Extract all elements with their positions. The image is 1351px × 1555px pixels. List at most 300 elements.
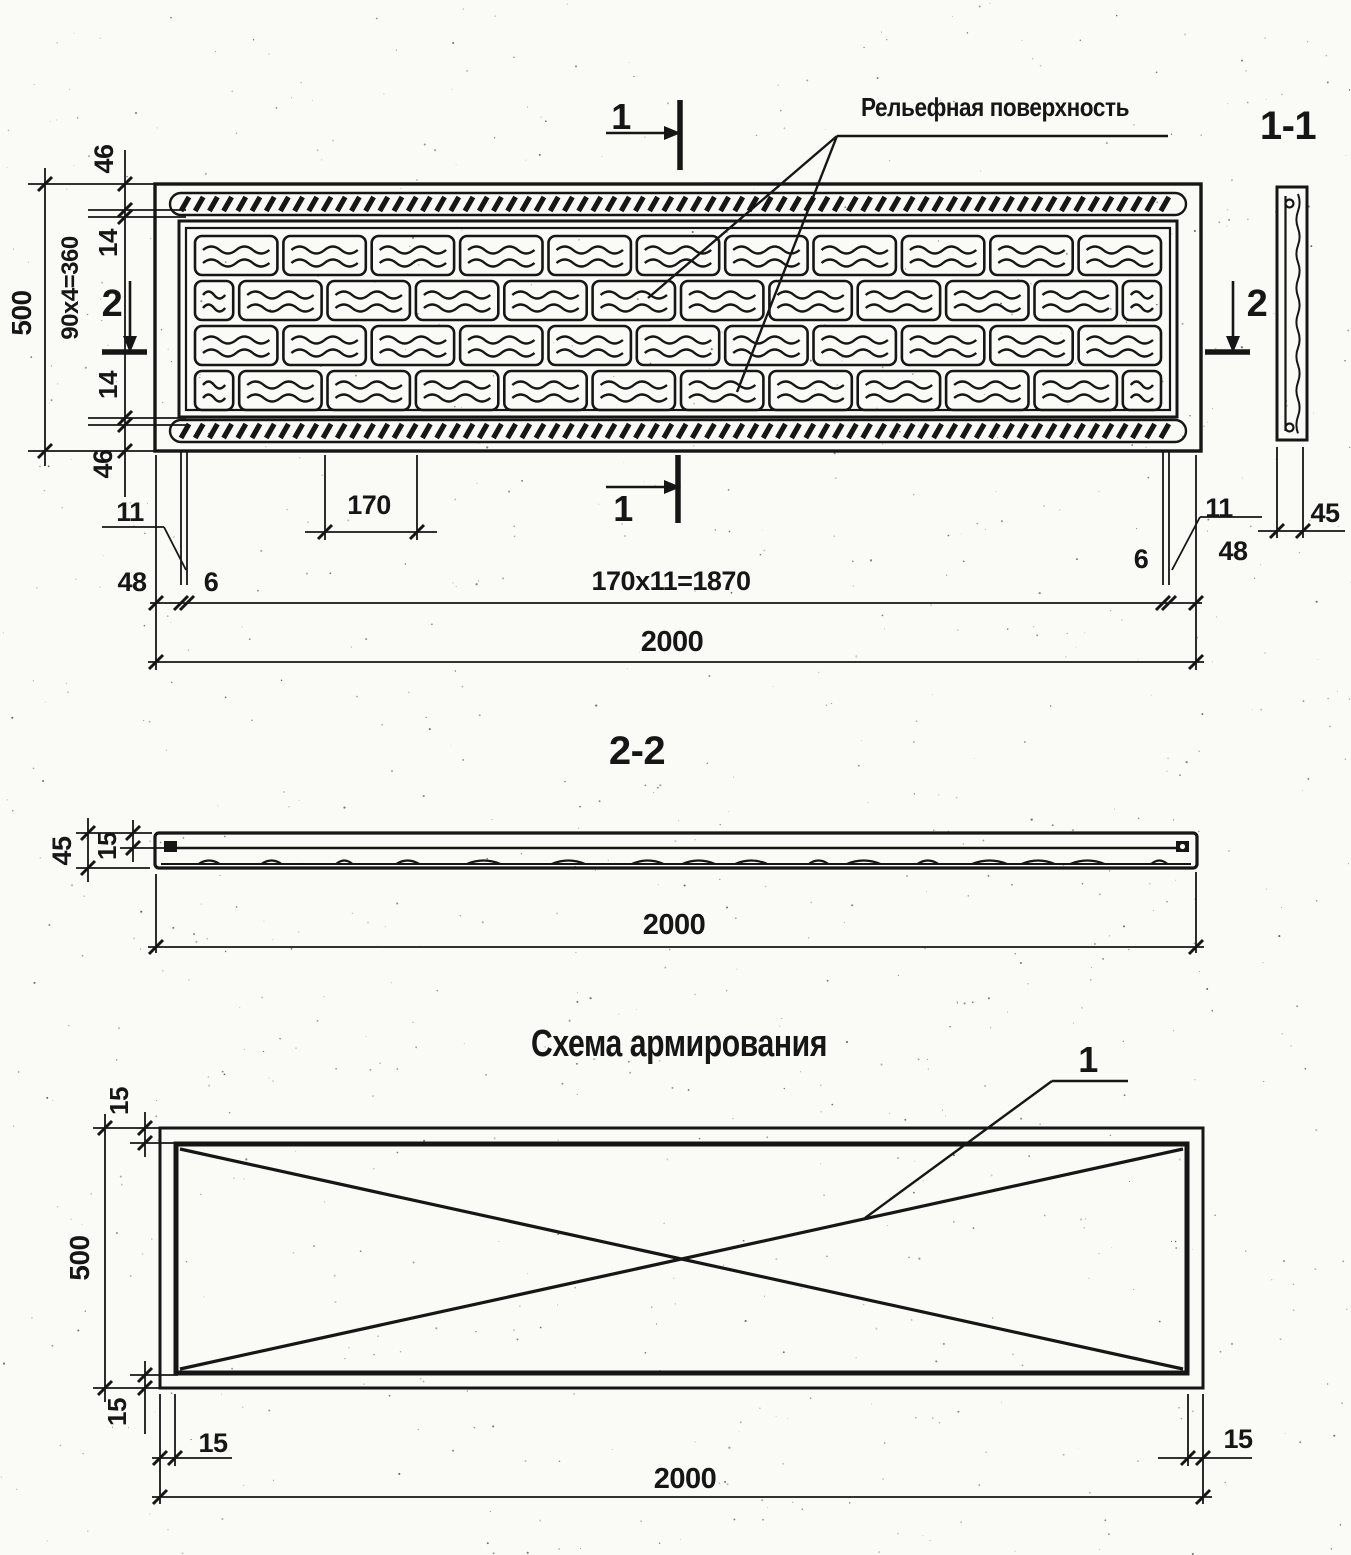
brick-texture-wave	[336, 292, 402, 299]
noise-dot	[400, 1351, 402, 1353]
noise-dot	[765, 886, 767, 888]
noise-dot	[454, 406, 455, 407]
rope-strand	[1047, 197, 1055, 211]
noise-dot	[1263, 1081, 1264, 1082]
noise-dot	[1014, 1551, 1015, 1552]
noise-dot	[693, 403, 695, 405]
noise-dot	[1073, 1022, 1074, 1023]
noise-dot	[224, 1073, 226, 1075]
noise-dot	[952, 16, 953, 17]
rope-strand	[181, 197, 189, 211]
noise-dot	[363, 1383, 365, 1385]
noise-dot	[1326, 55, 1328, 57]
noise-dot	[68, 1025, 69, 1026]
brick-texture-wave	[1043, 382, 1109, 389]
brick	[283, 326, 365, 365]
brick-texture-wave	[203, 395, 225, 402]
noise-dot	[412, 1022, 413, 1023]
noise-dot	[295, 1151, 296, 1152]
brick-texture-wave	[954, 382, 1020, 389]
noise-dot	[332, 140, 334, 142]
noise-dot	[30, 356, 32, 358]
section-mark-2-left-label: 2	[101, 283, 123, 325]
rope-strand	[1090, 197, 1098, 211]
noise-dot	[1316, 900, 1318, 902]
rope-strand	[848, 424, 856, 438]
noise-dot	[858, 765, 860, 767]
noise-dot	[1198, 831, 1199, 832]
noise-dot	[171, 1392, 173, 1394]
noise-dot	[405, 349, 406, 350]
noise-dot	[656, 1323, 657, 1324]
rope-strand	[990, 424, 998, 438]
noise-dot	[1274, 313, 1275, 314]
noise-dot	[792, 1502, 793, 1503]
noise-dot	[1114, 809, 1115, 810]
noise-dot	[1082, 883, 1084, 885]
noise-dot	[666, 1158, 668, 1160]
noise-dot	[882, 366, 884, 368]
noise-dot	[317, 1020, 319, 1022]
noise-dot	[1247, 102, 1249, 104]
noise-dot	[913, 741, 914, 742]
noise-dot	[3, 1363, 5, 1365]
noise-dot	[1346, 1309, 1347, 1310]
noise-dot	[474, 1427, 476, 1429]
noise-dot	[1198, 750, 1199, 751]
noise-dot	[1024, 741, 1026, 743]
noise-dot	[83, 1453, 84, 1454]
noise-dot	[460, 915, 461, 916]
noise-dot	[452, 1450, 454, 1452]
dim-module-170: 170	[347, 490, 391, 520]
noise-dot	[595, 870, 596, 871]
noise-dot	[831, 1104, 833, 1106]
brick-texture-wave	[1043, 305, 1109, 312]
noise-dot	[190, 1439, 191, 1440]
brick-texture-wave	[1131, 292, 1153, 299]
brick-texture-wave	[733, 337, 799, 344]
noise-dot	[1175, 1247, 1177, 1249]
noise-dot	[1121, 619, 1122, 620]
noise-dot	[801, 1508, 803, 1510]
section-1-1-view	[1277, 187, 1307, 440]
noise-dot	[693, 445, 695, 447]
dim-left-edge-48: 48	[117, 567, 147, 597]
rope-strand	[678, 424, 686, 438]
noise-dot	[7, 167, 8, 168]
noise-dot	[1040, 65, 1042, 67]
noise-dot	[1000, 303, 1002, 305]
brick-texture-wave	[998, 260, 1064, 267]
noise-dot	[1281, 907, 1282, 908]
noise-dot	[855, 655, 857, 657]
noise-dot	[1175, 1241, 1177, 1243]
noise-dot	[913, 494, 915, 496]
brick	[239, 371, 321, 410]
noise-dot	[557, 1304, 558, 1305]
noise-dot	[33, 768, 35, 770]
brick	[195, 236, 277, 275]
noise-dot	[978, 1484, 980, 1486]
brick-texture-wave	[291, 337, 357, 344]
noise-dot	[1227, 209, 1229, 211]
noise-dot	[348, 1347, 349, 1348]
noise-dot	[300, 82, 302, 84]
noise-dot	[1278, 935, 1280, 937]
noise-dot	[167, 1529, 168, 1530]
noise-dot	[268, 1410, 270, 1412]
noise-dot	[996, 491, 997, 492]
noise-dot	[188, 979, 189, 980]
noise-dot	[1036, 634, 1038, 636]
noise-dot	[60, 1445, 62, 1447]
rope-strand	[337, 424, 345, 438]
noise-dot	[400, 188, 401, 189]
noise-dot	[644, 137, 645, 138]
rope-strand	[380, 424, 388, 438]
noise-dot	[335, 1301, 337, 1303]
rope-strand	[706, 424, 714, 438]
noise-dot	[783, 1351, 785, 1353]
noise-dot	[908, 1257, 910, 1259]
noise-dot	[784, 1088, 785, 1089]
noise-dot	[916, 720, 917, 721]
noise-dot	[984, 394, 985, 395]
noise-dot	[130, 1275, 132, 1277]
brick-texture-wave	[998, 350, 1064, 357]
noise-dot	[1285, 1433, 1286, 1434]
noise-dot	[450, 745, 451, 746]
noise-dot	[1159, 1321, 1161, 1323]
noise-dot	[964, 1002, 966, 1004]
noise-dot	[972, 1001, 974, 1003]
noise-dot	[1346, 155, 1347, 156]
noise-dot	[13, 249, 14, 250]
noise-dot	[818, 672, 819, 673]
brick-texture-wave	[291, 260, 357, 267]
noise-dot	[1033, 626, 1034, 627]
noise-dot	[1345, 758, 1347, 760]
noise-dot	[405, 563, 406, 564]
noise-dot	[782, 1463, 783, 1464]
noise-dot	[272, 939, 273, 940]
noise-dot	[764, 1296, 765, 1297]
rope-strand	[1047, 424, 1055, 438]
noise-dot	[525, 160, 526, 161]
noise-dot	[45, 702, 46, 703]
noise-dot	[825, 129, 826, 130]
noise-dot	[1098, 491, 1099, 492]
brick	[814, 236, 896, 275]
noise-dot	[466, 70, 468, 72]
rope-strand	[934, 197, 942, 211]
rope-strand	[721, 424, 729, 438]
rope-strand	[607, 424, 615, 438]
noise-dot	[73, 33, 74, 34]
noise-dot	[1108, 1533, 1110, 1535]
noise-dot	[776, 1416, 777, 1417]
noise-dot	[539, 1520, 541, 1522]
noise-dot	[880, 1063, 882, 1065]
brick	[239, 281, 321, 320]
dim-modules-total: 170x11=1870	[591, 566, 751, 596]
noise-dot	[659, 784, 661, 786]
noise-dot	[33, 680, 34, 681]
rope-strand	[564, 424, 572, 438]
rope-strand	[408, 197, 416, 211]
noise-dot	[540, 1327, 542, 1329]
noise-dot	[694, 994, 696, 996]
noise-dot	[456, 586, 457, 587]
noise-dot	[985, 1452, 987, 1454]
noise-dot	[1050, 705, 1051, 706]
rope-strand	[522, 197, 530, 211]
noise-dot	[367, 922, 368, 923]
noise-dot	[463, 9, 464, 10]
noise-dot	[373, 1168, 374, 1169]
brick-texture-wave	[910, 247, 976, 254]
noise-dot	[57, 383, 58, 384]
noise-dot	[244, 1049, 245, 1050]
rope-strand	[948, 424, 956, 438]
noise-dot	[1303, 700, 1305, 702]
brick	[681, 281, 763, 320]
noise-dot	[479, 714, 481, 716]
rope-strand	[919, 424, 927, 438]
brick-texture-wave	[1087, 350, 1153, 357]
noise-dot	[851, 904, 853, 906]
noise-dot	[1281, 1033, 1283, 1035]
noise-dot	[1192, 1410, 1194, 1412]
noise-dot	[91, 1193, 92, 1194]
brick	[637, 326, 719, 365]
noise-dot	[674, 840, 676, 842]
dim-slab-thickness-45: 45	[47, 836, 77, 866]
noise-dot	[644, 481, 645, 482]
noise-dot	[71, 459, 72, 460]
noise-dot	[67, 691, 69, 693]
noise-dot	[973, 1227, 975, 1229]
brick-texture-wave	[336, 382, 402, 389]
rope-strand	[422, 197, 430, 211]
noise-dot	[590, 997, 592, 999]
noise-dot	[629, 62, 630, 63]
noise-dot	[1266, 99, 1267, 100]
noise-dot	[116, 1232, 118, 1234]
noise-dot	[1011, 313, 1013, 315]
noise-dot	[1231, 1343, 1233, 1345]
noise-dot	[317, 149, 319, 151]
brick-texture-wave	[645, 350, 711, 357]
noise-dot	[1149, 883, 1151, 885]
rope-strand	[976, 424, 984, 438]
brick-texture-wave	[424, 305, 490, 312]
brick-texture-wave	[689, 382, 755, 389]
noise-dot	[882, 614, 884, 616]
noise-dot	[268, 53, 269, 54]
noise-dot	[820, 1163, 821, 1164]
rope-strand	[650, 197, 658, 211]
noise-dot	[1, 1476, 2, 1477]
noise-dot	[498, 1241, 499, 1242]
noise-dot	[1156, 304, 1158, 306]
noise-dot	[766, 1136, 768, 1138]
noise-dot	[215, 51, 216, 52]
noise-dot	[77, 1330, 79, 1332]
noise-dot	[377, 1336, 378, 1337]
noise-dot	[1245, 70, 1247, 72]
noise-dot	[402, 430, 403, 431]
noise-dot	[156, 1100, 157, 1101]
noise-dot	[396, 50, 397, 51]
noise-dot	[1020, 1118, 1022, 1120]
noise-dot	[1201, 713, 1203, 715]
noise-dot	[461, 230, 462, 231]
noise-dot	[673, 1277, 674, 1278]
dim-left-offset-11: 11	[116, 497, 144, 527]
noise-dot	[461, 686, 463, 688]
noise-dot	[324, 1201, 325, 1202]
noise-dot	[708, 675, 710, 677]
noise-dot	[82, 955, 84, 957]
noise-dot	[307, 521, 308, 522]
noise-dot	[396, 1068, 398, 1070]
noise-dot	[863, 47, 864, 48]
noise-dot	[1293, 1309, 1295, 1311]
noise-dot	[397, 1152, 399, 1154]
noise-dot	[775, 1258, 777, 1260]
noise-dot	[599, 800, 601, 802]
noise-dot	[619, 1014, 620, 1015]
rope-strand	[1090, 424, 1098, 438]
noise-dot	[719, 879, 720, 880]
noise-dot	[870, 559, 872, 561]
noise-dot	[914, 793, 916, 795]
noise-dot	[236, 906, 238, 908]
noise-dot	[836, 384, 838, 386]
noise-dot	[882, 443, 883, 444]
noise-dot	[556, 912, 558, 914]
noise-dot	[476, 483, 477, 484]
noise-dot	[369, 1069, 371, 1071]
noise-dot	[293, 1252, 295, 1254]
noise-dot	[719, 1482, 721, 1484]
noise-dot	[456, 164, 457, 165]
noise-dot	[200, 300, 202, 302]
noise-dot	[1260, 709, 1262, 711]
noise-dot	[28, 262, 29, 263]
noise-dot	[1341, 1402, 1343, 1404]
noise-dot	[8, 130, 9, 131]
noise-dot	[577, 992, 579, 994]
noise-dot	[884, 1442, 886, 1444]
noise-dot	[1331, 1548, 1333, 1550]
noise-dot	[1136, 528, 1137, 529]
brick	[504, 281, 586, 320]
noise-dot	[144, 625, 146, 627]
noise-dot	[778, 85, 779, 86]
noise-dot	[493, 1552, 495, 1554]
rope-strand	[351, 197, 359, 211]
noise-dot	[1215, 348, 1217, 350]
noise-dot	[221, 1518, 223, 1520]
noise-dot	[186, 1261, 187, 1262]
noise-dot	[934, 354, 935, 355]
rope-strand	[777, 197, 785, 211]
noise-dot	[930, 604, 932, 606]
noise-dot	[756, 135, 758, 137]
noise-dot	[126, 176, 127, 177]
noise-dot	[826, 705, 827, 706]
noise-dot	[711, 348, 713, 350]
rope-strand	[593, 424, 601, 438]
noise-dot	[709, 368, 710, 369]
noise-dot	[140, 949, 141, 950]
brick-texture-wave	[910, 260, 976, 267]
dim-right-offset-11: 11	[1205, 493, 1233, 523]
noise-dot	[985, 529, 986, 530]
rope-strand	[451, 424, 459, 438]
noise-dot	[1133, 124, 1135, 126]
rope-strand	[834, 424, 842, 438]
noise-dot	[1314, 1268, 1316, 1270]
noise-dot	[1171, 134, 1172, 135]
brick	[1123, 281, 1161, 320]
noise-dot	[291, 948, 293, 950]
noise-dot	[639, 652, 640, 653]
noise-dot	[963, 560, 965, 562]
brick-texture-wave	[777, 292, 843, 299]
noise-dot	[914, 1161, 915, 1162]
noise-dot	[1327, 1383, 1328, 1384]
brick-texture-wave	[601, 292, 667, 299]
noise-dot	[887, 1225, 888, 1226]
noise-dot	[613, 376, 614, 377]
noise-dot	[167, 615, 169, 617]
noise-dot	[1059, 509, 1060, 510]
noise-dot	[201, 904, 202, 905]
noise-dot	[729, 811, 730, 812]
rope-strand	[1104, 197, 1112, 211]
brick-texture-wave	[998, 337, 1064, 344]
noise-dot	[732, 1118, 733, 1119]
noise-dot	[733, 777, 734, 778]
brick	[902, 236, 984, 275]
noise-dot	[1260, 564, 1261, 565]
noise-dot	[559, 1461, 560, 1462]
dim-height-500: 500	[6, 290, 37, 336]
noise-dot	[424, 143, 426, 145]
noise-dot	[1199, 971, 1200, 972]
noise-dot	[286, 509, 287, 510]
brick	[902, 326, 984, 365]
noise-dot	[423, 795, 425, 797]
brick	[769, 281, 851, 320]
noise-dot	[49, 403, 50, 404]
rope-strand	[905, 424, 913, 438]
noise-dot	[1043, 505, 1045, 507]
brick	[593, 371, 675, 410]
noise-dot	[787, 1418, 788, 1419]
rope-band-top-outline	[170, 193, 1186, 215]
rope-strand	[1005, 197, 1013, 211]
noise-dot	[595, 705, 597, 707]
brick-texture-wave	[822, 260, 888, 267]
dim-pattern-rows: 90x4=360	[57, 236, 84, 340]
noise-dot	[911, 1319, 912, 1320]
brick-texture-wave	[247, 305, 313, 312]
